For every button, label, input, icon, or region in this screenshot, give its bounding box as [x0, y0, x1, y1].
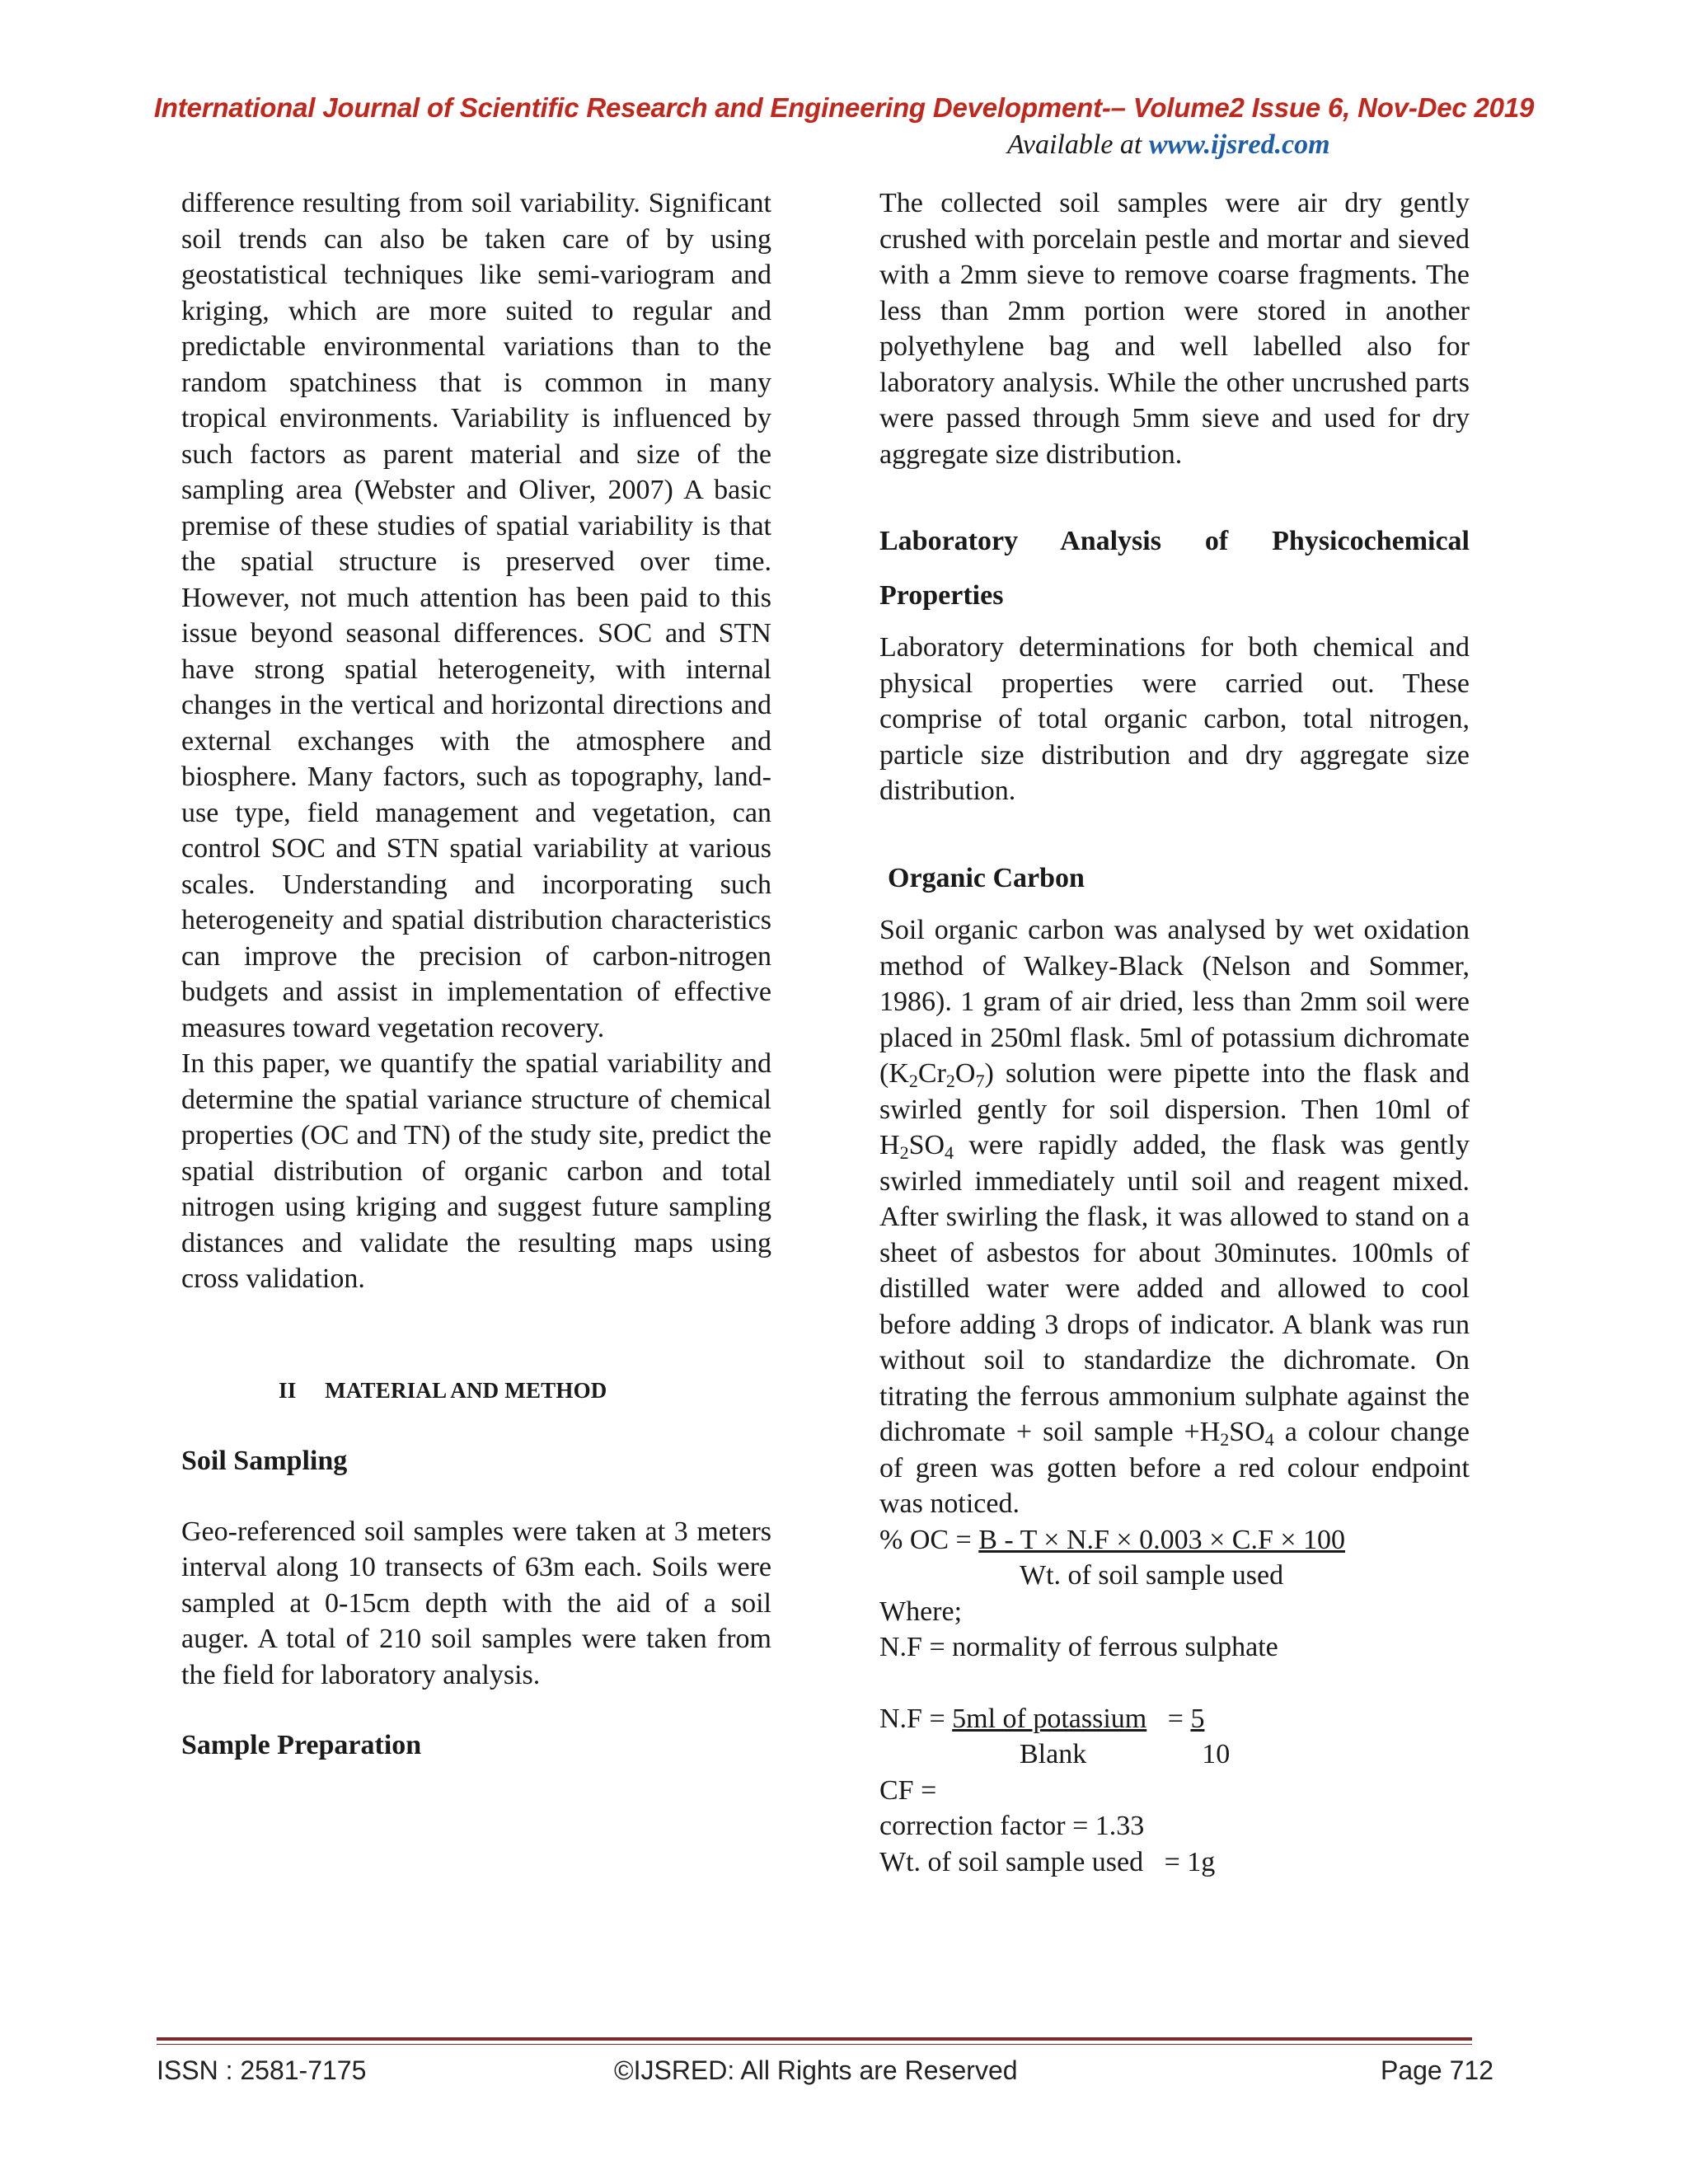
objectives-paragraph: In this paper, we quantify the spatial variability and determine the spatial variance structure of chemical properties (OC and TN) of the study site, predict the spatial distribution of organic carbon and total nitrogen using kriging and suggest future sampling distances and validate the resulting maps using cross validation.	[181, 1048, 771, 1294]
organic-carbon-paragraph: Soil organic carbon was analysed by wet oxidation method of Walkey-Black (Nelson and Sommer, 1986). 1 gram of air dried, less than 2mm soil were placed in 250ml flask. 5ml of potassium dichromate $(K_2Cr_2O_7)$ solution were pipette into the flask and swirled gently for soil dispersion. Then 10ml of $H_2SO_4$ were rapidly added, the flask was gently swirled immediately until soil and reagent mixed. After swirling the flask, it was allowed to stand on a sheet of asbestos for about 30minutes. 100mls of distilled water were added and allowed to cool before adding 3 drops of indicator. A blank was run without soil to standardize the dichromate. On titrating the ferrous ammonium sulphate against the dichromate + soil sample $+H_2SO_4$ a colour change of green was gotten before a red colour endpoint was noticed.	[879, 915, 1470, 1519]
nf-value-numerator: 5	[1190, 1703, 1205, 1734]
section-title: II MATERIAL AND METHOD	[279, 1377, 607, 1403]
nf-definition: N.F = normality of ferrous sulphate	[879, 1632, 1278, 1662]
right-column	[879, 185, 1470, 1880]
soil-sampling-paragraph: Geo-referenced soil samples were taken at 3 meters interval along 10 transects of 63m each. Soils were sampled at 0-15cm depth with the aid of a soil auger. A total of 210 soil samples were taken from the field for laboratory analysis.	[181, 1516, 771, 1690]
intro-paragraph: difference resulting from soil variability. Significant soil trends can also be taken care of by using geostatistical techniques like semi-variogram and kriging, which are more suited to regular and predictable environmental variations than to the random spatchiness that is common in many tropical environments. Variability is influenced by such factors as parent material and size of the sampling area (Webster and Oliver, 2007) A basic premise of these studies of spatial variability is that the spatial structure is preserved over time. However, not much attention has been paid to this issue beyond seasonal differences. SOC and STN have strong spatial heterogeneity, with internal changes in the vertical and horizontal directions and external exchanges with the atmosphere and biosphere. Many factors, such as topography, land-use type, field management and vegetation, can control SOC and STN spatial variability at various scales. Understanding and incorporating such heterogeneity and spatial distribution characteristics can improve the precision of carbon-nitrogen budgets and assist in implementation of effective measures toward vegetation recovery.	[181, 188, 771, 1043]
oc-formula: % OC = B - T × N.F × 0.003 × C.F × 100	[879, 1524, 1346, 1555]
organic-carbon-heading: Organic Carbon	[888, 862, 1085, 893]
oc-formula-denominator: Wt. of soil sample used	[1020, 1560, 1284, 1591]
lab-analysis-paragraph: Laboratory determinations for both chemical and physical properties were carried out. These comprise of total organic carbon, total nitrogen, particle size distribution and dry aggregate size distribution.	[879, 632, 1470, 806]
soil-sampling-heading: Soil Sampling	[181, 1446, 348, 1476]
nf-formula-denominator: Blank 10	[1020, 1739, 1231, 1769]
sample-preparation-heading: Sample Preparation	[181, 1730, 422, 1760]
footer-divider-thin	[157, 2044, 1472, 2045]
page-number: Page 712	[1380, 2055, 1493, 2085]
issn-label: ISSN : 2581-7175	[157, 2055, 367, 2085]
sample-preparation-paragraph: The collected soil samples were air dry gently crushed with porcelain pestle and mortar and sieved with a 2mm sieve to remove coarse fragments. The less than 2mm portion were stored in another polyethylene bag and well labelled also for laboratory analysis. While the other uncrushed parts were passed through 5mm sieve and used for dry aggregate size distribution.	[879, 188, 1470, 470]
journal-url-link[interactable]: www.ijsred.com	[1148, 129, 1330, 160]
cf-definition: correction factor = 1.33	[879, 1811, 1145, 1841]
footer-divider	[157, 2037, 1472, 2041]
where-label: Where;	[879, 1596, 963, 1627]
page-footer	[157, 2055, 1493, 2088]
lab-analysis-heading-line2: Properties	[879, 579, 1004, 611]
lab-analysis-heading-line1: Laboratory Analysis of Physicochemical	[879, 526, 1470, 556]
cf-line: CF =	[879, 1774, 937, 1806]
left-column	[181, 185, 771, 1764]
nf-formula-numerator: 5ml of potassium	[952, 1703, 1147, 1734]
weight-line: Wt. of soil sample used = 1g	[879, 1846, 1216, 1877]
journal-header: International Journal of Scientific Research and Engineering Development-– Volume2 Issue 6, Nov-Dec 2019	[153, 92, 1535, 123]
copyright-label: ©IJSRED: All Rights are Reserved	[614, 2055, 1018, 2085]
available-prefix: Available at	[1007, 129, 1149, 160]
availability-line	[1007, 129, 1330, 161]
nf-formula: N.F = 5ml of potassium = 5	[879, 1703, 1205, 1734]
oc-formula-numerator: B - T × N.F × 0.003 × C.F × 100	[978, 1524, 1346, 1555]
